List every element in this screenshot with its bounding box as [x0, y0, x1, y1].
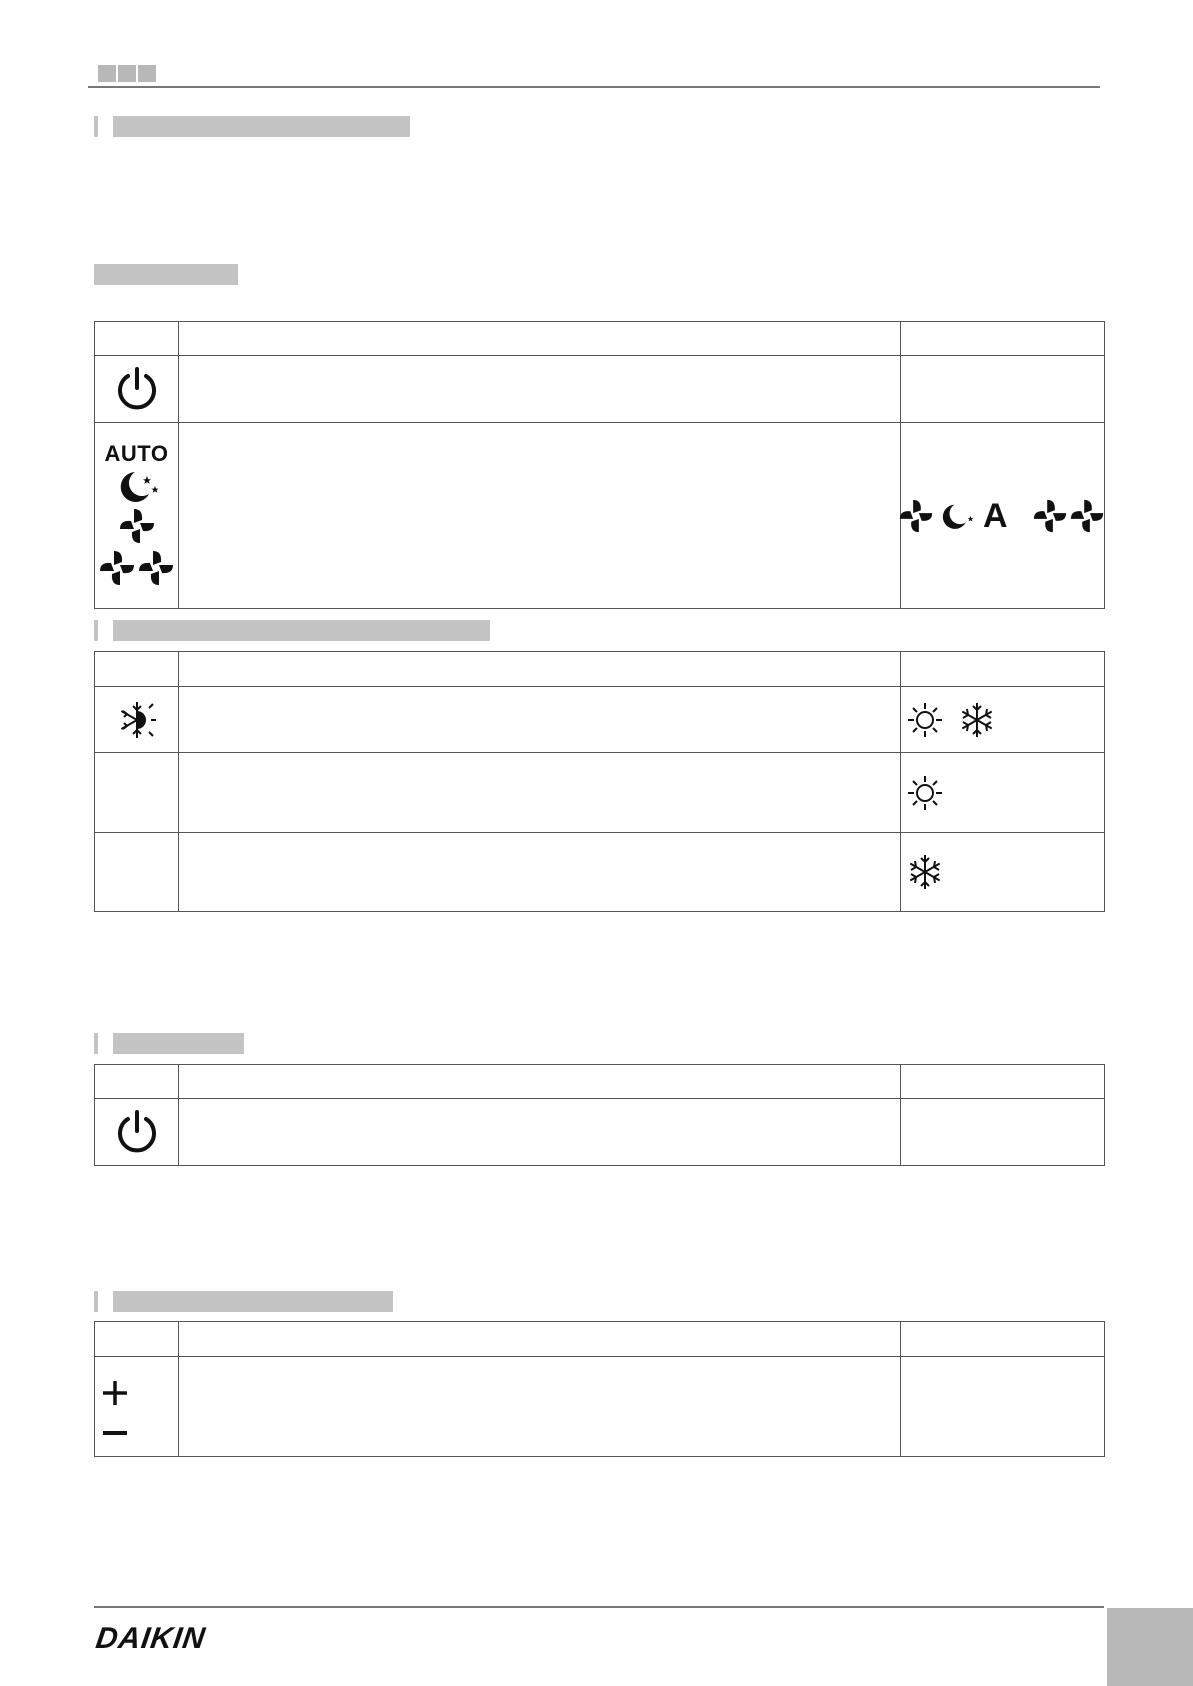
snowflake-icon — [905, 852, 945, 892]
heat-cool-icon — [95, 687, 179, 753]
fan-mode-icons — [95, 423, 179, 609]
fan-icon — [897, 496, 935, 536]
table-header-row — [95, 652, 1105, 687]
table-header-row — [95, 1322, 1105, 1357]
table-2 — [94, 651, 1105, 912]
minus-icon — [100, 1426, 130, 1440]
power-icon — [95, 356, 179, 423]
plus-icon — [100, 1378, 130, 1408]
cool-display — [901, 833, 1105, 912]
table-row — [95, 687, 1105, 753]
section-2-marker — [94, 620, 98, 641]
header-block-1 — [98, 65, 116, 82]
fan-icon — [117, 506, 157, 546]
section-4-marker — [94, 1291, 98, 1312]
table-1 — [94, 321, 1105, 609]
brand-logo: DAIKIN — [93, 1622, 208, 1655]
table-row — [95, 753, 1105, 833]
snowflake-icon — [957, 700, 997, 740]
table-row — [95, 833, 1105, 912]
power-icon — [95, 1099, 179, 1166]
auto-label: AUTO — [104, 440, 169, 466]
sun-icon — [905, 773, 945, 813]
section-1-heading — [113, 116, 410, 137]
plus-minus-icons — [95, 1357, 179, 1457]
table-row — [95, 1099, 1105, 1166]
table-4 — [94, 1321, 1105, 1457]
section-1-marker — [94, 116, 98, 137]
fan-display-icons — [901, 423, 1105, 609]
table-row — [95, 1357, 1105, 1457]
table-3 — [94, 1064, 1105, 1166]
fan-high-icon — [98, 548, 176, 588]
fan-high-icon — [1032, 496, 1106, 536]
page-tab — [1107, 1608, 1193, 1686]
sun-icon — [905, 700, 945, 740]
subsection-heading — [94, 264, 238, 285]
footer-rule — [94, 1606, 1104, 1608]
section-3-heading — [113, 1033, 244, 1054]
section-2-heading — [113, 620, 490, 641]
section-3-marker — [94, 1033, 98, 1054]
heat-cool-display — [901, 687, 1105, 753]
header-block-2 — [118, 65, 136, 82]
heat-display — [901, 753, 1105, 833]
mode-letter: A — [983, 496, 1008, 535]
table-header-row — [95, 322, 1105, 356]
table-header-row — [95, 1065, 1105, 1099]
section-4-heading — [113, 1291, 393, 1312]
table-row — [95, 356, 1105, 423]
moon-star-icon — [111, 468, 163, 504]
moon-star-icon — [935, 496, 977, 536]
header-rule — [88, 86, 1100, 88]
header-block-3 — [138, 65, 156, 82]
table-row — [95, 423, 1105, 609]
